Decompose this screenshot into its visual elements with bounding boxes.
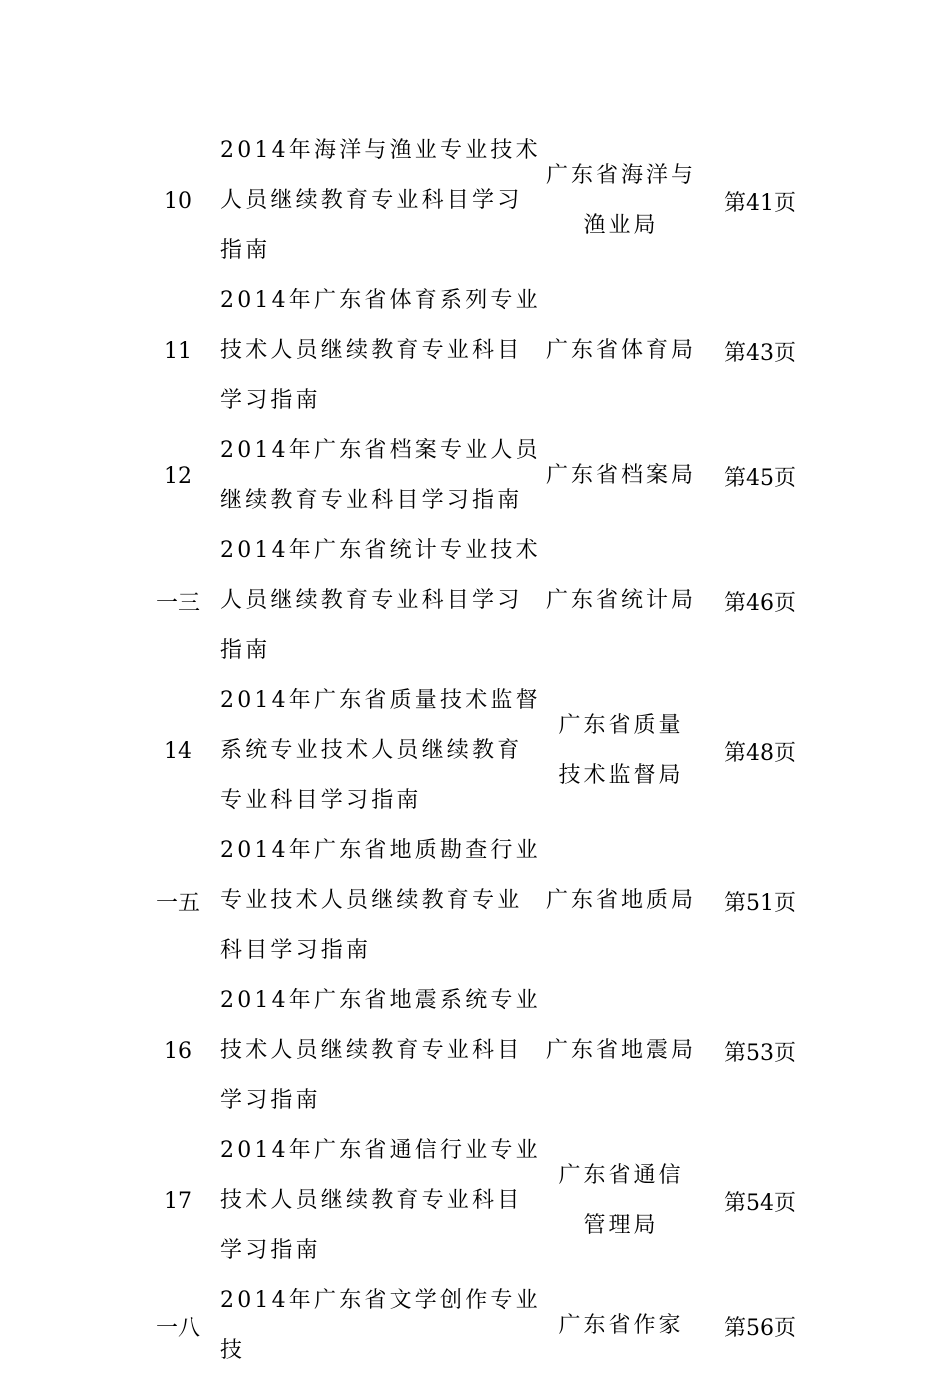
entry-department: [542, 326, 700, 376]
entry-number: 10: [164, 188, 192, 214]
entry-number: 17: [164, 1188, 192, 1214]
entry-number: 一八: [155, 1315, 200, 1341]
entry-title: 2014年广东省档案专业人员继续教育专业科目学习指南: [220, 438, 541, 513]
entry-number: 11: [164, 338, 192, 364]
entry-department: [542, 576, 700, 626]
entry-department: [542, 1026, 700, 1076]
entry-page: 第54页: [724, 1190, 796, 1216]
department-line: 广东省作家: [558, 1313, 684, 1338]
toc-row: [150, 276, 830, 426]
department-line: 广东省地质局: [545, 888, 696, 913]
entry-number: 一五: [155, 890, 200, 916]
entry-title: 2014年广东省质量技术监督系统专业技术人员继续教育专业科目学习指南: [220, 688, 541, 813]
entry-department: [542, 876, 700, 926]
department-line: 管理局: [583, 1213, 659, 1238]
entry-title: 2014年广东省统计专业技术人员继续教育专业科目学习指南: [220, 538, 541, 663]
entry-page: 第53页: [724, 1040, 796, 1066]
entry-page: 第48页: [724, 740, 796, 766]
entry-page: 第43页: [724, 340, 796, 366]
entry-department: [542, 451, 700, 501]
entry-title: 2014年广东省地质勘查行业专业技术人员继续教育专业科目学习指南: [220, 838, 541, 963]
entry-title: 2014年广东省地震系统专业技术人员继续教育专业科目学习指南: [220, 988, 541, 1113]
entry-number: 14: [164, 738, 192, 764]
department-line: 技术监督局: [558, 763, 684, 788]
toc-row: [150, 126, 830, 276]
department-line: 广东省统计局: [545, 588, 696, 613]
toc-row: [150, 426, 830, 526]
entry-title: 2014年广东省文学创作专业技: [220, 1288, 541, 1363]
department-line: 广东省质量: [558, 713, 684, 738]
entry-title: 2014年广东省体育系列专业技术人员继续教育专业科目学习指南: [220, 288, 541, 413]
department-line: 广东省档案局: [545, 463, 696, 488]
toc-row: [150, 976, 830, 1126]
department-line: 广东省地震局: [545, 1038, 696, 1063]
entry-number: 16: [164, 1038, 192, 1064]
toc-table: [150, 126, 830, 1376]
department-line: 广东省体育局: [545, 338, 696, 363]
entry-department: [542, 151, 700, 251]
entry-title: 2014年广东省通信行业专业技术人员继续教育专业科目学习指南: [220, 1138, 541, 1263]
toc-row: [150, 1126, 830, 1276]
entry-title: 2014年海洋与渔业专业技术人员继续教育专业科目学习指南: [220, 138, 541, 263]
toc-row: [150, 826, 830, 976]
entry-page: 第51页: [724, 890, 796, 916]
entry-page: 第46页: [724, 590, 796, 616]
entry-page: 第56页: [724, 1315, 796, 1341]
toc-row: [150, 676, 830, 826]
entry-number: 12: [164, 463, 192, 489]
entry-department: [542, 1151, 700, 1251]
entry-number: 一三: [155, 590, 200, 616]
entry-page: 第45页: [724, 465, 796, 491]
department-line: 广东省海洋与: [545, 163, 696, 188]
toc-row: [150, 1276, 830, 1376]
department-line: 广东省通信: [558, 1163, 684, 1188]
department-line: 渔业局: [583, 213, 659, 238]
toc-row: [150, 526, 830, 676]
entry-department: [542, 701, 700, 801]
entry-page: 第41页: [724, 190, 796, 216]
